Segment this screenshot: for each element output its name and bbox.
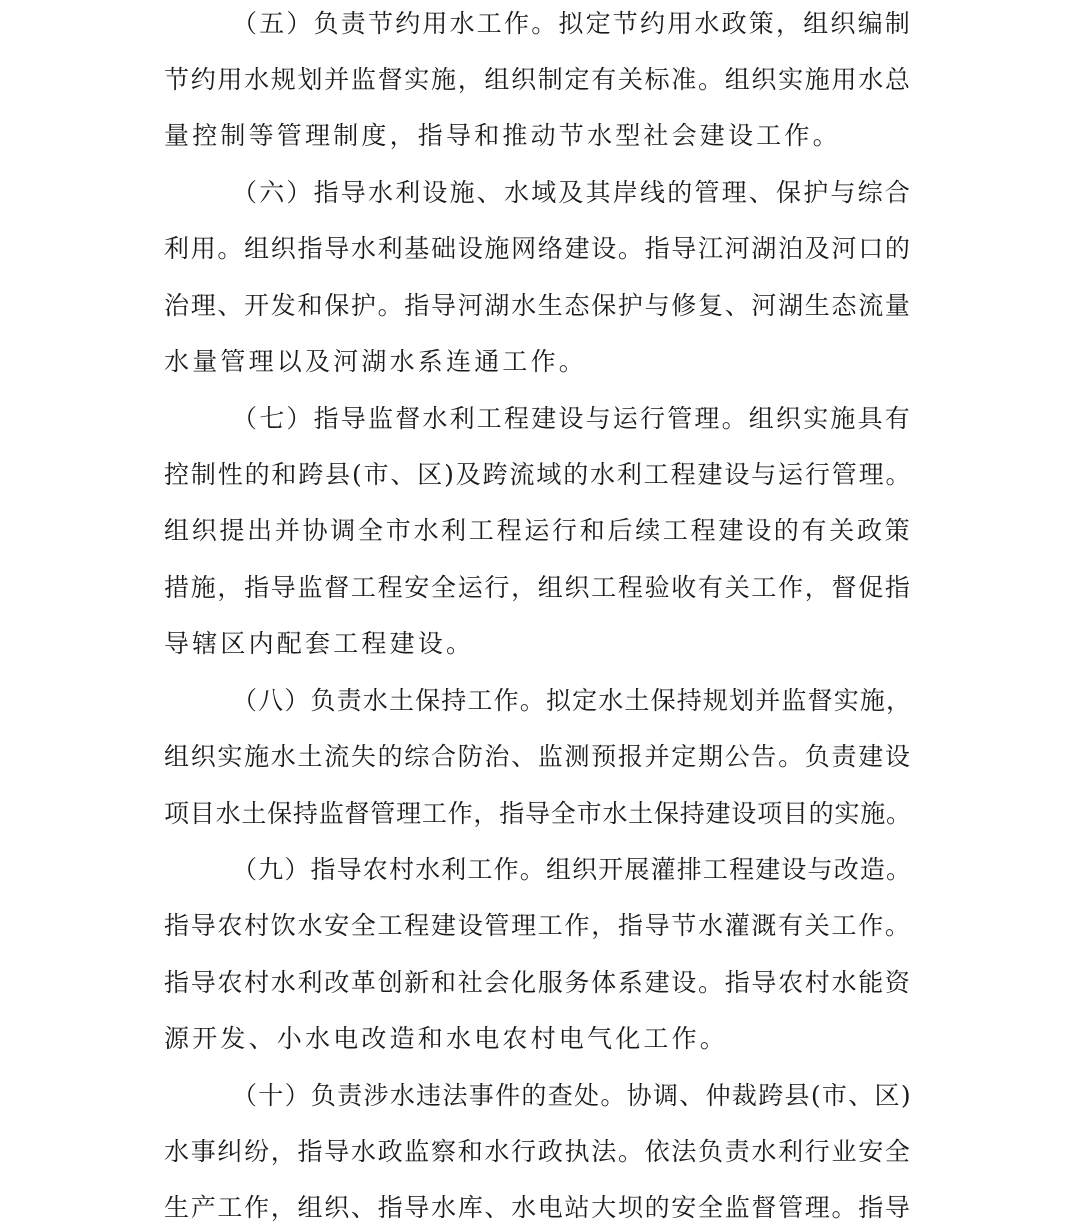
paragraph-line: 组织实施水土流失的综合防治、监测预报并定期公告。负责建设	[164, 742, 912, 771]
paragraph-line: （八）负责水土保持工作。拟定水土保持规划并监督实施，	[232, 686, 913, 715]
paragraph-line: 节约用水规划并监督实施，组织制定有关标准。组织实施用水总	[164, 65, 912, 94]
paragraph-line: （五）负责节约用水工作。拟定节约用水政策，组织编制	[232, 9, 913, 38]
paragraph-line: 指导农村水利改革创新和社会化服务体系建设。指导农村水能资	[164, 968, 912, 997]
paragraph-line: 生产工作，组织、指导水库、水电站大坝的安全监督管理。指导	[164, 1193, 912, 1222]
paragraph-line: 项目水土保持监督管理工作，指导全市水土保持建设项目的实施。	[164, 799, 912, 828]
paragraph-line: 控制性的和跨县(市、区)及跨流域的水利工程建设与运行管理。	[164, 460, 913, 489]
paragraph-line: （九）指导农村水利工作。组织开展灌排工程建设与改造。	[232, 855, 913, 884]
paragraph-line: 组织提出并协调全市水利工程运行和后续工程建设的有关政策	[164, 516, 913, 545]
paragraph-line: 水量管理以及河湖水系连通工作。	[164, 347, 588, 376]
paragraph-line: 导辖区内配套工程建设。	[164, 629, 475, 658]
paragraph-line: 指导农村饮水安全工程建设管理工作，指导节水灌溉有关工作。	[164, 911, 912, 940]
paragraph-line: （六）指导水利设施、水域及其岸线的管理、保护与综合	[232, 178, 913, 207]
paragraph-line: （七）指导监督水利工程建设与运行管理。组织实施具有	[232, 404, 913, 433]
paragraph-line: 措施，指导监督工程安全运行，组织工程验收有关工作，督促指	[164, 573, 912, 602]
paragraph-line: 量控制等管理制度，指导和推动节水型社会建设工作。	[164, 121, 841, 150]
paragraph-line: 利用。组织指导水利基础设施网络建设。指导江河湖泊及河口的	[164, 234, 912, 263]
paragraph-line: 治理、开发和保护。指导河湖水生态保护与修复、河湖生态流量	[164, 291, 912, 320]
paragraph-line: 源开发、小水电改造和水电农村电气化工作。	[164, 1024, 729, 1053]
paragraph-line: （十）负责涉水违法事件的查处。协调、仲裁跨县(市、区)	[232, 1081, 912, 1110]
paragraph-line: 水事纠纷，指导水政监察和水行政执法。依法负责水利行业安全	[164, 1137, 912, 1166]
